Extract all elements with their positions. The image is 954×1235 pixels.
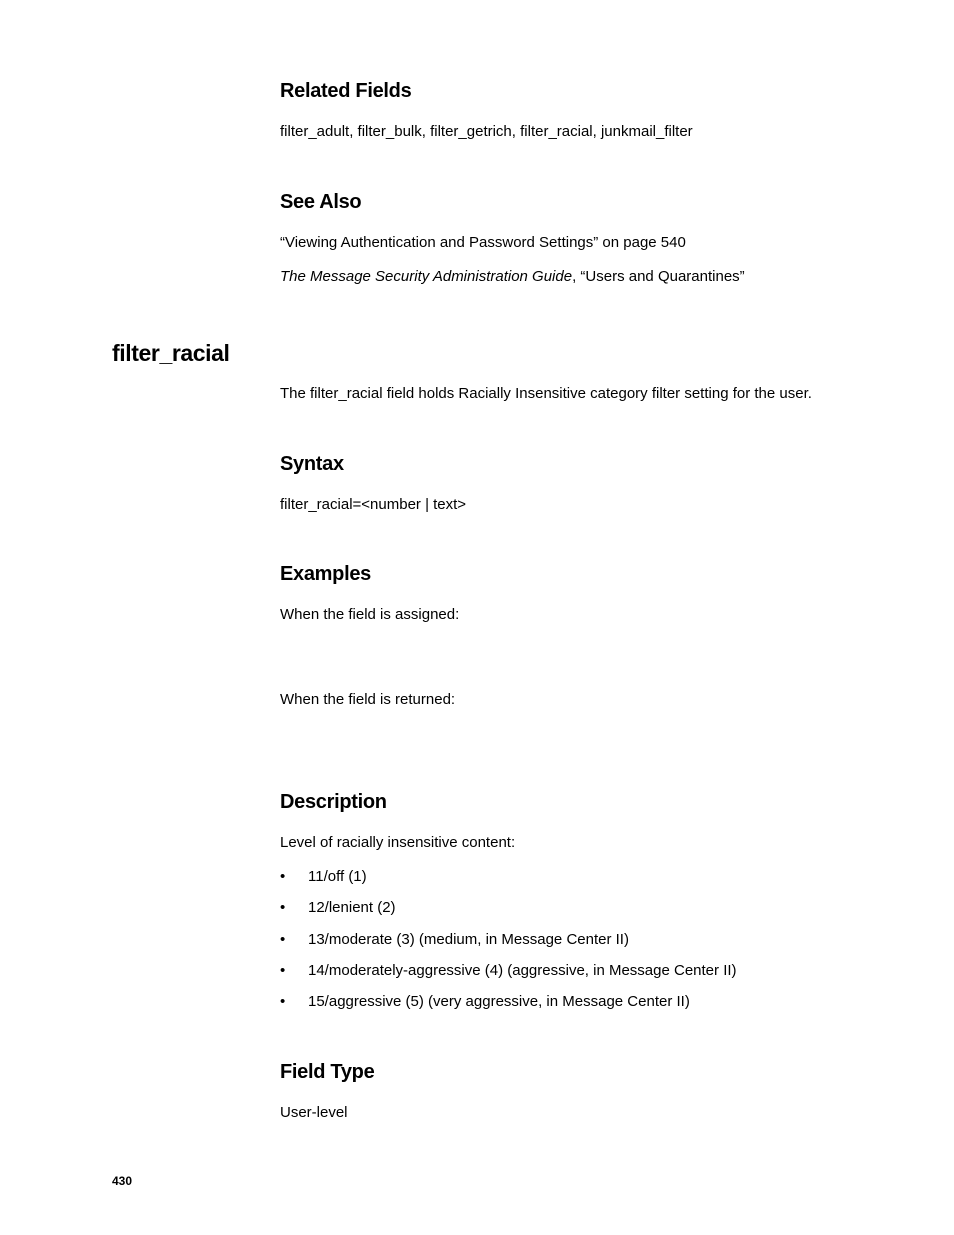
list-item — [280, 992, 690, 1011]
list-item-text: 11/off (1) — [308, 868, 367, 885]
list-item-text: 13/moderate (3) (medium, in Message Center II) — [308, 931, 629, 948]
field-type-text: User-level — [280, 1104, 348, 1121]
list-item — [280, 961, 737, 980]
list-item-text: 15/aggressive (5) (very aggressive, in Message Center II) — [308, 993, 690, 1010]
list-item — [280, 930, 629, 949]
description-heading: Description — [280, 791, 387, 813]
syntax-heading: Syntax — [280, 453, 344, 475]
bullet-glyph: • — [280, 993, 286, 1010]
description-intro: Level of racially insensitive content: — [280, 834, 516, 851]
guide-title: The Message Security Administration Guide — [280, 268, 573, 285]
related-fields-text: filter_adult, filter_bulk, filter_getrich, filter_racial, junkmail_filter — [280, 123, 693, 140]
list-item-text: 14/moderately-aggressive (4) (aggressive, in Message Center II) — [308, 962, 737, 979]
examples-heading: Examples — [280, 563, 371, 585]
syntax-text: filter_racial=<number | text> — [280, 496, 467, 513]
bullet-glyph: • — [280, 899, 286, 916]
field-type-heading: Field Type — [280, 1061, 375, 1083]
related-fields-heading: Related Fields — [280, 80, 412, 102]
examples-returned: When the field is returned: — [280, 691, 456, 708]
examples-assigned: When the field is assigned: — [280, 606, 460, 623]
section-title: filter_racial — [112, 340, 230, 366]
list-item — [280, 867, 367, 886]
bullet-glyph: • — [280, 931, 286, 948]
bullet-glyph: • — [280, 868, 286, 885]
bullet-glyph: • — [280, 962, 286, 979]
list-item-text: 12/lenient (2) — [308, 899, 396, 916]
section-intro: The filter_racial field holds Racially Insensitive category filter setting for the user. — [280, 385, 812, 402]
see-also-reference — [280, 267, 745, 286]
see-also-link[interactable]: “Viewing Authentication and Password Settings” on page 540 — [280, 234, 686, 251]
guide-chapter: , “Users and Quarantines” — [572, 268, 745, 285]
page-number: 430 — [112, 1174, 133, 1188]
list-item — [280, 898, 396, 917]
see-also-heading: See Also — [280, 191, 362, 213]
